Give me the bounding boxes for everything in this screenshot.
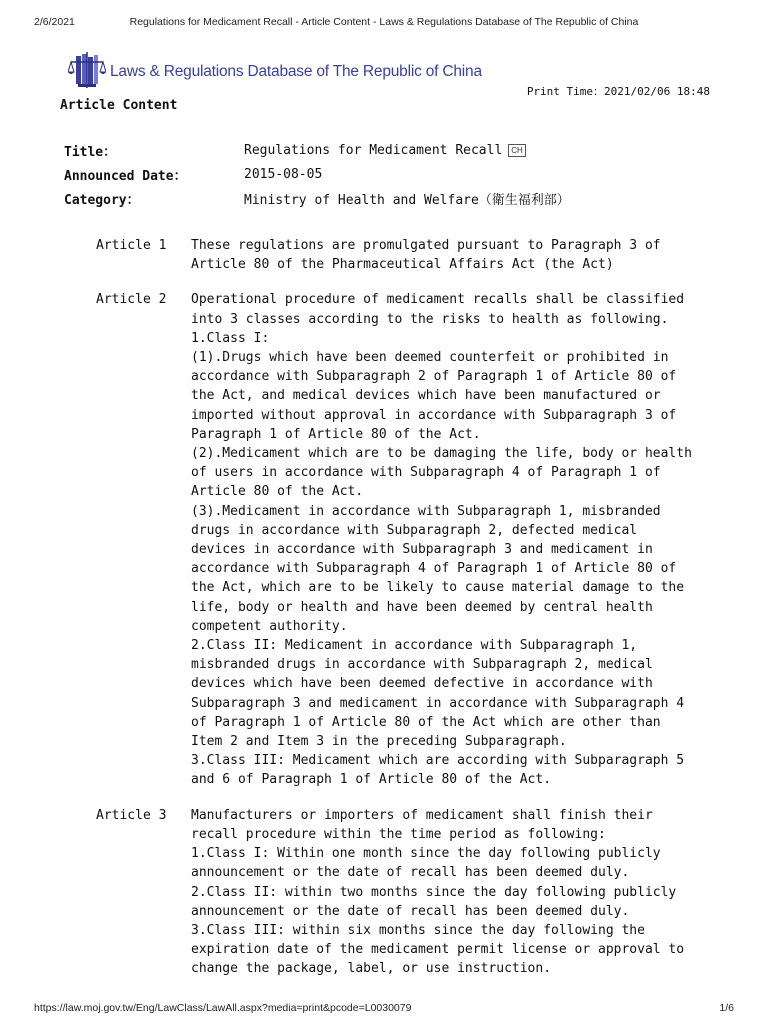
- article-line: 1.Class I:: [191, 330, 270, 346]
- article-line: of users in accordance with Subparagraph 4 of Paragraph 1 of: [191, 465, 661, 481]
- article-line: devices in accordance with Subparagraph 3 and medicament in: [191, 542, 653, 558]
- article-line: the Act, and medical devices which have been manufactured or: [191, 388, 661, 404]
- article-line: Manufacturers or importers of medicament shall finish their: [191, 807, 653, 823]
- article-line: Item 2 and Item 3 in the preceding Subparagraph.: [191, 734, 567, 750]
- print-time: Print Time：2021/02/06 18:48: [526, 85, 710, 98]
- article-number: Article 3: [96, 807, 167, 823]
- article-line: the Act, which are to be likely to cause material damage to the: [191, 580, 685, 596]
- article-line: accordance with Subparagraph 4 of Paragraph 1 of Article 80 of: [191, 561, 677, 577]
- title-value: [244, 143, 704, 158]
- article-line: accordance with Subparagraph 2 of Paragraph 1 of Article 80 of: [191, 369, 677, 385]
- meta-row-announced: [64, 162, 704, 186]
- books-scales-logo-icon: [68, 50, 106, 95]
- site-logo[interactable]: [68, 50, 482, 94]
- article-line: (1).Drugs which have been deemed counterfeit or prohibited in: [191, 350, 669, 366]
- article-line: misbranded drugs in accordance with Subparagraph 2, medical: [191, 657, 653, 673]
- article-line: 3.Class III: Medicament which are according with Subparagraph 5: [191, 753, 685, 769]
- title-label: Title：: [64, 144, 117, 160]
- article-line: announcement or the date of recall has been deemed duly.: [191, 865, 630, 881]
- article-text: [191, 806, 716, 979]
- article-line: These regulations are promulgated pursuant to Paragraph 3 of: [191, 238, 661, 253]
- law-title: Regulations for Medicament Recall: [244, 142, 503, 158]
- article-line: change the package, label, or use instruction.: [191, 961, 552, 977]
- article-line: life, body or health and have been deemed by central health: [191, 599, 653, 615]
- article-number: Article 1: [96, 238, 167, 253]
- article-line: recall procedure within the time period as following:: [191, 826, 606, 842]
- article-list: [96, 236, 716, 995]
- article-item: [96, 806, 716, 979]
- print-footer: [0, 996, 768, 1024]
- article-line: 3.Class III: within six months since the day following the: [191, 922, 645, 938]
- article-line: announcement or the date of recall has been deemed duly.: [191, 903, 630, 919]
- page-number: 1/6: [719, 1002, 734, 1014]
- article-text: [191, 290, 716, 789]
- article-line: (3).Medicament in accordance with Subparagraph 1, misbranded: [191, 503, 661, 519]
- section-title: Article Content: [60, 98, 178, 113]
- logo-text: Laws & Regulations Database of The Republic of China: [110, 63, 482, 80]
- article-line: 2.Class II: Medicament in accordance with Subparagraph 1,: [191, 638, 638, 654]
- announced-date-label: Announced Date：: [64, 168, 187, 184]
- print-date: 2/6/2021: [34, 16, 75, 28]
- article-line: Article 80 of the Pharmaceutical Affairs Act (the Act): [191, 257, 614, 273]
- meta-row-title: [64, 138, 704, 162]
- article-line: expiration date of the medicament permit license or approval to: [191, 942, 685, 958]
- article-line: Article 80 of the Act.: [191, 484, 364, 500]
- article-line: devices which have been deemed defective in accordance with: [191, 676, 653, 692]
- print-header: [0, 0, 768, 26]
- chinese-version-link[interactable]: CH: [508, 144, 526, 157]
- law-meta: [64, 138, 704, 210]
- article-item: [96, 290, 716, 789]
- category-label: Category：: [64, 192, 140, 208]
- article-line: 1.Class I: Within one month since the day following publicly: [191, 846, 661, 862]
- article-line: competent authority.: [191, 618, 348, 634]
- article-line: Operational procedure of medicament recalls shall be classified: [191, 292, 685, 308]
- announced-date-value: 2015-08-05: [244, 166, 323, 182]
- article-line: into 3 classes according to the risks to health as following.: [191, 311, 669, 327]
- meta-row-category: [64, 186, 704, 210]
- article-line: and 6 of Paragraph 1 of Article 80 of the Act.: [191, 772, 552, 788]
- article-line: drugs in accordance with Subparagraph 2, defected medical: [191, 522, 638, 538]
- article-line: imported without approval in accordance with Subparagraph 3 of: [191, 407, 677, 423]
- print-url: https://law.moj.gov.tw/Eng/LawClass/LawAll.aspx?media=print&pcode=L0030079: [34, 1002, 412, 1014]
- article-line: Paragraph 1 of Article 80 of the Act.: [191, 426, 481, 442]
- article-text: [191, 236, 716, 274]
- article-line: of Paragraph 1 of Article 80 of the Act which are other than: [191, 714, 661, 730]
- print-document-title: Regulations for Medicament Recall - Article Content - Laws & Regulations Database of The Republic of China: [129, 16, 639, 28]
- article-item: [96, 236, 716, 274]
- article-line: 2.Class II: within two months since the day following publicly: [191, 884, 677, 900]
- article-number: Article 2: [96, 292, 167, 308]
- article-line: (2).Medicament which are to be damaging the life, body or health: [191, 446, 692, 462]
- category-value: Ministry of Health and Welfare（衛生福利部）: [244, 192, 570, 208]
- article-line: Subparagraph 3 and medicament in accordance with Subparagraph 4: [191, 695, 685, 711]
